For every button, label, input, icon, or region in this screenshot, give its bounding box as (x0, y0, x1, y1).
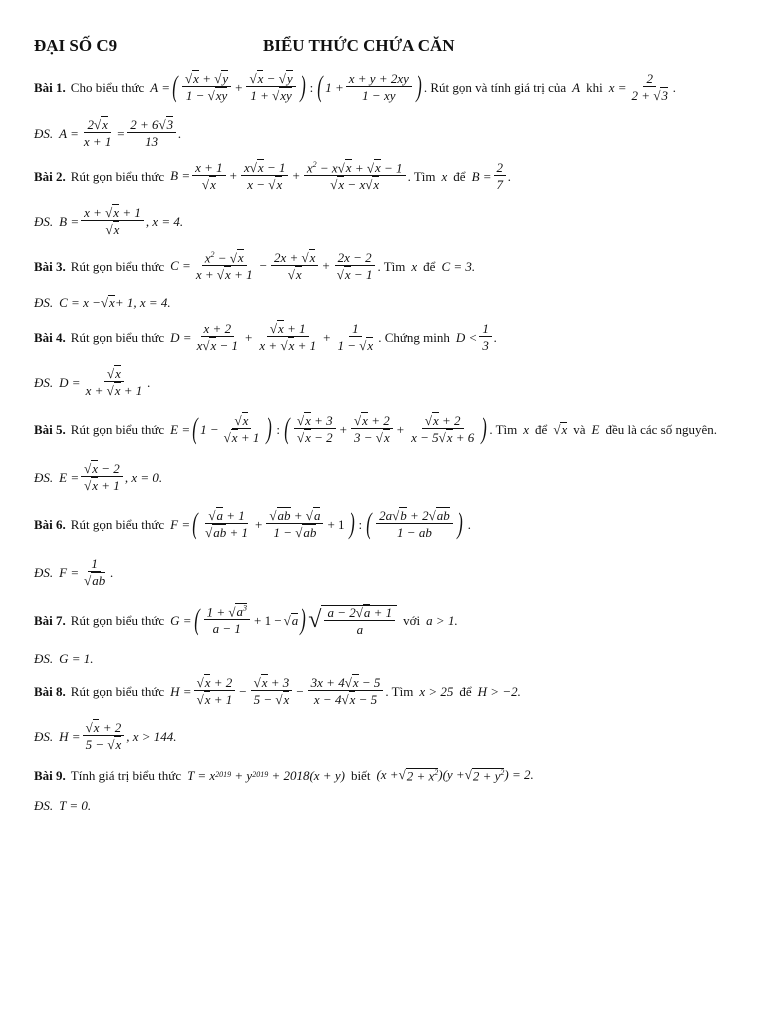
problem-1: Bài 1. Cho biểu thức A = ( √x + √y 1 − √xy + $\frac{√x - √y}{1 + √xy}$ ) : ( 1 + $\frac{x + y + 2xy}{1 - xy}$ ) . Rút gọn và tính giá trị của A khi x = 2 2 + √3 . (34, 70, 677, 103)
answer-1: ĐS. A = 2√x x + 1 = 2 + 6√3 13 . (34, 117, 182, 149)
problem-label: Bài 9. (34, 767, 66, 783)
problem-7-formula: G = ( $1 + √a^3$ a − 1 + 1 − √ a ) √ $\frac{a - 2√a + 1}{a}$ (170, 605, 397, 636)
problem-9: Bài 9. Tính giá trị biểu thức T = x 2019 + y 2019 + 2018(x + y) biết (x + √ $2 + x^2$ )(y + √ $2 + y^2$ ) = 2. (34, 767, 534, 784)
answer-5: ĐS. E = √x − 2 √x + 1 , x = 0. (34, 461, 163, 493)
problem-1-formula: A = ( √x + √y 1 − √xy + $\frac{√x - √y}{1 + √xy}$ ) : ( 1 + $\frac{x + y + 2xy}{1 - xy}$ ) (150, 70, 422, 103)
problem-8-formula: H = √x + 2 √x + 1 − $\frac{√x + 3}{5 - √x}$ − $\frac{3x + 4√x - 5}{x - 4√x - 5}$ (170, 676, 385, 706)
answer-3: ĐS. C = x − √ x + 1, x = 4. (34, 294, 171, 310)
answer-8: ĐS. H = √x + 2 5 − √x , x > 144. (34, 720, 177, 752)
worksheet-title: BIỂU THỨC CHỨA CĂN (263, 36, 455, 55)
problem-9-formula: T = x 2019 + y 2019 + 2018(x + y) (187, 767, 345, 783)
problem-label: Bài 6. (34, 516, 66, 532)
problem-label: Bài 8. (34, 683, 66, 699)
problem-label: Bài 4. (34, 329, 66, 345)
problem-3-formula: C = $x^2 - √x$ x + √x + 1 − $\frac{2x + √x}{√x}$ + $\frac{2x - 2}{√x - 1}$ (170, 251, 377, 281)
answer-2: ĐS. B = x + √x + 1 √x , x = 4. (34, 205, 184, 237)
problem-label: Bài 3. (34, 258, 66, 274)
answer-7: ĐS. G = 1. (34, 650, 94, 666)
answer-6: ĐS. F = 1 √ab . (34, 556, 114, 588)
problem-5: Bài 5. Rút gọn biểu thức E = ( 1 − √x √x + 1 ) : ( √x + 3 √x − 2 + $\frac{√x + 2}{3 - √x}$ + $\frac{√x + 2}{x - 5√x + 6}$ ) . Tìm x để √ x và E đều là các số nguyên. (34, 412, 718, 445)
problem-6-formula: F = ( √a + 1 √ab + 1 + $\frac{√ab + √a}{1 - √ab}$ + 1 ) : ( 2a√b + 2√ab 1 − ab ) . (170, 507, 472, 540)
problem-4-formula: D = x + 2 x√x − 1 + $\frac{√x + 1}{x + √x + 1}$ + $\frac{1}{1 - √x}$ (170, 321, 374, 353)
problem-label: Bài 1. (34, 79, 66, 95)
course-title: ĐẠI SỐ C9 (34, 36, 118, 55)
problem-label: Bài 5. (34, 421, 66, 437)
problem-8: Bài 8. Rút gọn biểu thức H = √x + 2 √x + 1 − $\frac{√x + 3}{5 - √x}$ − $\frac{3x + 4√x - 5}{x - 4√x - 5}$ . Tìm x > 25 để H > −2. (34, 675, 521, 707)
problem-5-formula: E = ( 1 − √x √x + 1 ) : ( √x + 3 √x − 2 + $\frac{√x + 2}{3 - √x}$ + $\frac{√x + 2}{x - 5√x + 6}$ ) (170, 412, 488, 445)
problem-7: Bài 7. Rút gọn biểu thức G = ( $1 + √a^3$ a − 1 + 1 − √ a ) √ $\frac{a - 2√a + 1}{a}$ với a > 1. (34, 603, 458, 637)
problem-2: Bài 2. Rút gọn biểu thức B = x + 1 √x + $\frac{x√x - 1}{x - √x}$ + $\frac{x^2 - x√x + √x - 1}{√x - x√x}$ . Tìm x để B = 2 7 . (34, 159, 512, 193)
answer-4: ĐS. D = √x x + √x + 1 . (34, 366, 151, 398)
problem-4: Bài 4. Rút gọn biểu thức D = x + 2 x√x − 1 + $\frac{√x + 1}{x + √x + 1}$ + $\frac{1}{1 - √x}$ . Chứng minh D < 1 3 . (34, 321, 498, 353)
problem-3: Bài 3. Rút gọn biểu thức C = $x^2 - √x$ x + √x + 1 − $\frac{2x + √x}{√x}$ + $\frac{2x - 2}{√x - 1}$ . Tìm x để C = 3. (34, 249, 476, 283)
problem-2-formula: B = x + 1 √x + $\frac{x√x - 1}{x - √x}$ + $\frac{x^2 - x√x + √x - 1}{√x - x√x}$ (170, 161, 407, 191)
problem-6: Bài 6. Rút gọn biểu thức F = ( √a + 1 √ab + 1 + $\frac{√ab + √a}{1 - √ab}$ + 1 ) : ( 2a√b + 2√ab 1 − ab ) . (34, 507, 472, 540)
answer-9: ĐS. T = 0. (34, 797, 92, 813)
problem-label: Bài 7. (34, 612, 66, 628)
problem-label: Bài 2. (34, 168, 66, 184)
